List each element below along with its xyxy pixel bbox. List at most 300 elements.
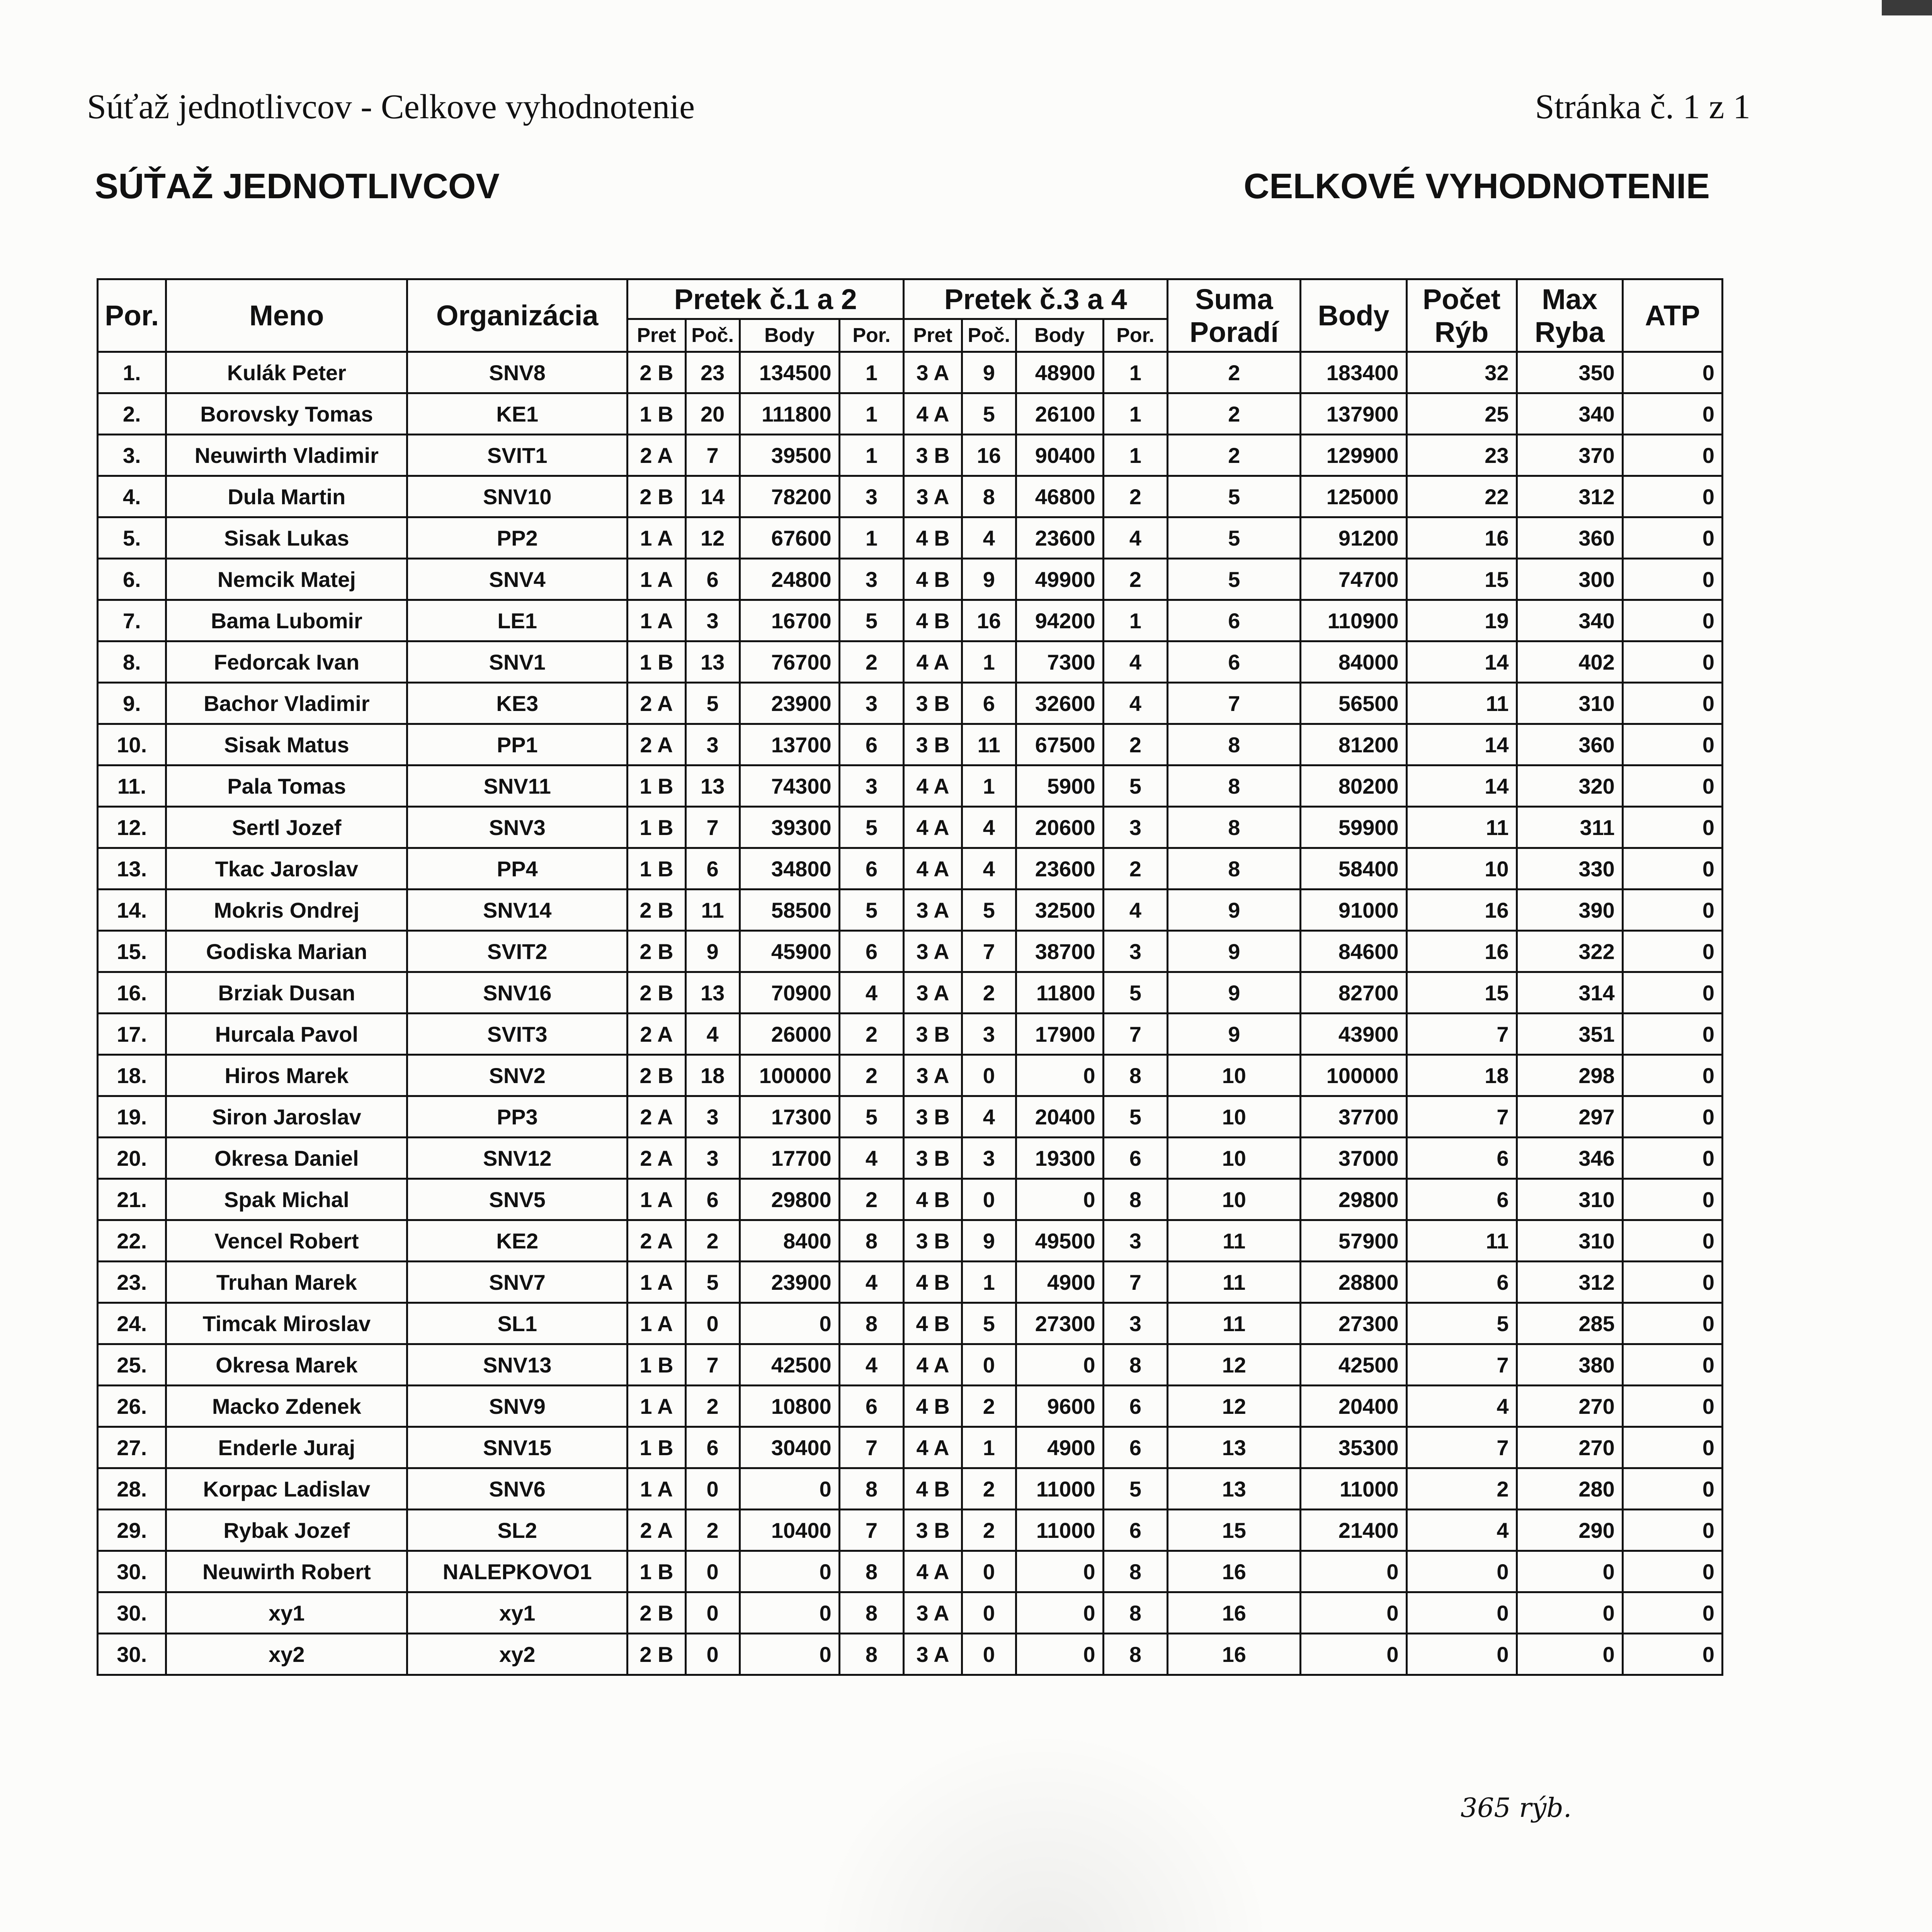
cell-por: 26. bbox=[98, 1386, 166, 1427]
cell-poc-2: 9 bbox=[962, 1220, 1016, 1262]
cell-atp: 0 bbox=[1622, 600, 1722, 641]
col-group-pretek-3-4: Pretek č.3 a 4 bbox=[904, 279, 1168, 319]
cell-organizacia: SNV14 bbox=[407, 889, 628, 931]
cell-pret-2: 3 A bbox=[904, 1055, 962, 1096]
cell-max-ryba: 312 bbox=[1517, 476, 1622, 517]
cell-body-2: 19300 bbox=[1016, 1138, 1103, 1179]
results-body bbox=[98, 352, 1723, 1675]
cell-poc-1: 18 bbox=[685, 1055, 740, 1096]
table-row bbox=[98, 476, 1723, 517]
cell-por: 12. bbox=[98, 807, 166, 848]
cell-suma-poradi: 8 bbox=[1168, 724, 1301, 765]
cell-body-2: 26100 bbox=[1016, 393, 1103, 435]
cell-por: 7. bbox=[98, 600, 166, 641]
cell-por-1: 8 bbox=[839, 1551, 904, 1592]
col-header-poc-2: Poč. bbox=[962, 319, 1016, 352]
cell-por-2: 2 bbox=[1103, 559, 1168, 600]
cell-organizacia: SNV16 bbox=[407, 972, 628, 1014]
cell-pret-2: 3 B bbox=[904, 435, 962, 476]
cell-pocet-ryb: 4 bbox=[1406, 1386, 1517, 1427]
cell-poc-2: 16 bbox=[962, 600, 1016, 641]
cell-poc-1: 2 bbox=[685, 1220, 740, 1262]
cell-por-1: 7 bbox=[839, 1427, 904, 1468]
cell-pret-2: 4 A bbox=[904, 765, 962, 807]
cell-pocet-ryb: 15 bbox=[1406, 972, 1517, 1014]
cell-max-ryba: 285 bbox=[1517, 1303, 1622, 1344]
table-row bbox=[98, 1303, 1723, 1344]
col-header-max-ryba: Max Ryba bbox=[1517, 279, 1622, 352]
cell-pret-2: 4 B bbox=[904, 1386, 962, 1427]
cell-pret-2: 3 A bbox=[904, 1634, 962, 1675]
cell-max-ryba: 311 bbox=[1517, 807, 1622, 848]
cell-por-1: 3 bbox=[839, 559, 904, 600]
cell-body-1: 70900 bbox=[740, 972, 839, 1014]
cell-atp: 0 bbox=[1622, 1055, 1722, 1096]
cell-body-1: 13700 bbox=[740, 724, 839, 765]
cell-body-2: 32500 bbox=[1016, 889, 1103, 931]
cell-meno: Nemcik Matej bbox=[166, 559, 407, 600]
cell-suma-poradi: 13 bbox=[1168, 1468, 1301, 1510]
cell-pret-1: 2 B bbox=[628, 1055, 686, 1096]
cell-meno: Okresa Marek bbox=[166, 1344, 407, 1386]
cell-max-ryba: 390 bbox=[1517, 889, 1622, 931]
cell-suma-poradi: 2 bbox=[1168, 435, 1301, 476]
cell-body-1: 0 bbox=[740, 1468, 839, 1510]
cell-pret-2: 3 A bbox=[904, 889, 962, 931]
cell-poc-1: 7 bbox=[685, 435, 740, 476]
table-row bbox=[98, 972, 1723, 1014]
cell-body-1: 17700 bbox=[740, 1138, 839, 1179]
cell-body-1: 100000 bbox=[740, 1055, 839, 1096]
cell-organizacia: KE1 bbox=[407, 393, 628, 435]
cell-organizacia: SNV3 bbox=[407, 807, 628, 848]
cell-body-1: 42500 bbox=[740, 1344, 839, 1386]
cell-pocet-ryb: 18 bbox=[1406, 1055, 1517, 1096]
cell-pocet-ryb: 14 bbox=[1406, 724, 1517, 765]
col-group-pretek-1-2: Pretek č.1 a 2 bbox=[628, 279, 904, 319]
cell-por-2: 1 bbox=[1103, 600, 1168, 641]
cell-poc-2: 16 bbox=[962, 435, 1016, 476]
cell-max-ryba: 351 bbox=[1517, 1014, 1622, 1055]
table-row bbox=[98, 807, 1723, 848]
cell-pocet-ryb: 6 bbox=[1406, 1262, 1517, 1303]
cell-pret-1: 2 B bbox=[628, 1634, 686, 1675]
cell-max-ryba: 310 bbox=[1517, 1179, 1622, 1220]
cell-pret-2: 4 A bbox=[904, 1427, 962, 1468]
cell-pret-2: 3 B bbox=[904, 1138, 962, 1179]
cell-por-1: 6 bbox=[839, 848, 904, 889]
cell-body-total: 91200 bbox=[1301, 517, 1406, 559]
cell-poc-1: 0 bbox=[685, 1468, 740, 1510]
cell-atp: 0 bbox=[1622, 807, 1722, 848]
table-row bbox=[98, 889, 1723, 931]
cell-por-1: 3 bbox=[839, 683, 904, 724]
cell-por: 30. bbox=[98, 1592, 166, 1634]
cell-organizacia: SNV8 bbox=[407, 352, 628, 393]
cell-body-total: 42500 bbox=[1301, 1344, 1406, 1386]
cell-pocet-ryb: 22 bbox=[1406, 476, 1517, 517]
cell-poc-2: 0 bbox=[962, 1179, 1016, 1220]
cell-poc-1: 6 bbox=[685, 1427, 740, 1468]
cell-max-ryba: 270 bbox=[1517, 1386, 1622, 1427]
cell-poc-1: 11 bbox=[685, 889, 740, 931]
cell-por-1: 2 bbox=[839, 641, 904, 683]
cell-body-2: 20400 bbox=[1016, 1096, 1103, 1138]
cell-por-1: 1 bbox=[839, 393, 904, 435]
cell-meno: Enderle Juraj bbox=[166, 1427, 407, 1468]
cell-suma-poradi: 16 bbox=[1168, 1634, 1301, 1675]
cell-por-2: 5 bbox=[1103, 1096, 1168, 1138]
cell-poc-2: 4 bbox=[962, 517, 1016, 559]
cell-meno: Pala Tomas bbox=[166, 765, 407, 807]
cell-body-total: 0 bbox=[1301, 1634, 1406, 1675]
cell-pret-1: 2 A bbox=[628, 1220, 686, 1262]
cell-suma-poradi: 9 bbox=[1168, 1014, 1301, 1055]
table-row bbox=[98, 1592, 1723, 1634]
cell-por-1: 1 bbox=[839, 435, 904, 476]
cell-meno: Mokris Ondrej bbox=[166, 889, 407, 931]
cell-organizacia: xy2 bbox=[407, 1634, 628, 1675]
cell-poc-2: 5 bbox=[962, 393, 1016, 435]
table-row bbox=[98, 1262, 1723, 1303]
cell-poc-1: 0 bbox=[685, 1592, 740, 1634]
cell-pret-1: 2 A bbox=[628, 1014, 686, 1055]
cell-pret-1: 1 A bbox=[628, 1468, 686, 1510]
cell-body-total: 0 bbox=[1301, 1551, 1406, 1592]
cell-poc-2: 5 bbox=[962, 1303, 1016, 1344]
col-header-body-1: Body bbox=[740, 319, 839, 352]
cell-body-total: 37700 bbox=[1301, 1096, 1406, 1138]
table-row bbox=[98, 1468, 1723, 1510]
cell-suma-poradi: 10 bbox=[1168, 1096, 1301, 1138]
cell-body-total: 110900 bbox=[1301, 600, 1406, 641]
cell-pret-2: 4 B bbox=[904, 517, 962, 559]
cell-meno: Sertl Jozef bbox=[166, 807, 407, 848]
cell-body-total: 129900 bbox=[1301, 435, 1406, 476]
cell-meno: Brziak Dusan bbox=[166, 972, 407, 1014]
cell-poc-2: 0 bbox=[962, 1055, 1016, 1096]
cell-pret-2: 3 A bbox=[904, 972, 962, 1014]
cell-pocet-ryb: 14 bbox=[1406, 765, 1517, 807]
cell-max-ryba: 346 bbox=[1517, 1138, 1622, 1179]
table-row bbox=[98, 1386, 1723, 1427]
cell-meno: Fedorcak Ivan bbox=[166, 641, 407, 683]
cell-por: 17. bbox=[98, 1014, 166, 1055]
cell-meno: Korpac Ladislav bbox=[166, 1468, 407, 1510]
cell-organizacia: xy1 bbox=[407, 1592, 628, 1634]
cell-poc-1: 2 bbox=[685, 1386, 740, 1427]
cell-poc-2: 0 bbox=[962, 1551, 1016, 1592]
cell-pret-1: 1 A bbox=[628, 1262, 686, 1303]
cell-body-total: 82700 bbox=[1301, 972, 1406, 1014]
cell-meno: Spak Michal bbox=[166, 1179, 407, 1220]
table-row bbox=[98, 1014, 1723, 1055]
cell-poc-2: 11 bbox=[962, 724, 1016, 765]
cell-atp: 0 bbox=[1622, 1344, 1722, 1386]
cell-pret-1: 1 B bbox=[628, 848, 686, 889]
cell-body-total: 21400 bbox=[1301, 1510, 1406, 1551]
cell-max-ryba: 360 bbox=[1517, 724, 1622, 765]
cell-body-1: 29800 bbox=[740, 1179, 839, 1220]
cell-atp: 0 bbox=[1622, 1510, 1722, 1551]
cell-pret-1: 2 A bbox=[628, 1510, 686, 1551]
cell-por-2: 2 bbox=[1103, 724, 1168, 765]
cell-pocet-ryb: 14 bbox=[1406, 641, 1517, 683]
cell-body-2: 11000 bbox=[1016, 1510, 1103, 1551]
cell-por: 4. bbox=[98, 476, 166, 517]
cell-organizacia: SVIT2 bbox=[407, 931, 628, 972]
cell-body-1: 74300 bbox=[740, 765, 839, 807]
cell-por-2: 5 bbox=[1103, 1468, 1168, 1510]
cell-pret-1: 1 A bbox=[628, 517, 686, 559]
table-row bbox=[98, 393, 1723, 435]
cell-pret-1: 2 B bbox=[628, 352, 686, 393]
cell-poc-2: 4 bbox=[962, 848, 1016, 889]
cell-por-1: 6 bbox=[839, 724, 904, 765]
cell-poc-2: 1 bbox=[962, 1427, 1016, 1468]
cell-pret-2: 3 A bbox=[904, 352, 962, 393]
cell-atp: 0 bbox=[1622, 848, 1722, 889]
cell-body-2: 23600 bbox=[1016, 517, 1103, 559]
cell-body-2: 0 bbox=[1016, 1551, 1103, 1592]
cell-atp: 0 bbox=[1622, 1592, 1722, 1634]
cell-poc-1: 4 bbox=[685, 1014, 740, 1055]
cell-body-2: 4900 bbox=[1016, 1262, 1103, 1303]
cell-pret-1: 1 B bbox=[628, 1427, 686, 1468]
cell-por-2: 7 bbox=[1103, 1262, 1168, 1303]
cell-por: 29. bbox=[98, 1510, 166, 1551]
table-row bbox=[98, 1096, 1723, 1138]
cell-atp: 0 bbox=[1622, 1014, 1722, 1055]
cell-pocet-ryb: 23 bbox=[1406, 435, 1517, 476]
cell-poc-2: 2 bbox=[962, 1510, 1016, 1551]
cell-por-2: 3 bbox=[1103, 931, 1168, 972]
cell-pret-1: 1 A bbox=[628, 1303, 686, 1344]
cell-organizacia: SNV5 bbox=[407, 1179, 628, 1220]
cell-por-1: 3 bbox=[839, 765, 904, 807]
cell-por-2: 5 bbox=[1103, 972, 1168, 1014]
page-number: Stránka č. 1 z 1 bbox=[1535, 88, 1750, 126]
cell-body-total: 29800 bbox=[1301, 1179, 1406, 1220]
cell-organizacia: PP4 bbox=[407, 848, 628, 889]
cell-body-2: 32600 bbox=[1016, 683, 1103, 724]
table-row bbox=[98, 435, 1723, 476]
cell-pret-2: 4 B bbox=[904, 600, 962, 641]
cell-organizacia: SL2 bbox=[407, 1510, 628, 1551]
cell-poc-1: 23 bbox=[685, 352, 740, 393]
cell-body-1: 39500 bbox=[740, 435, 839, 476]
cell-pocet-ryb: 7 bbox=[1406, 1344, 1517, 1386]
cell-organizacia: PP2 bbox=[407, 517, 628, 559]
cell-pocet-ryb: 16 bbox=[1406, 517, 1517, 559]
cell-por-2: 2 bbox=[1103, 476, 1168, 517]
results-table bbox=[97, 278, 1723, 1676]
cell-meno: Truhan Marek bbox=[166, 1262, 407, 1303]
cell-poc-2: 7 bbox=[962, 931, 1016, 972]
cell-por-1: 8 bbox=[839, 1220, 904, 1262]
cell-poc-2: 0 bbox=[962, 1592, 1016, 1634]
cell-por-1: 1 bbox=[839, 517, 904, 559]
cell-poc-2: 2 bbox=[962, 1386, 1016, 1427]
cell-atp: 0 bbox=[1622, 1303, 1722, 1344]
cell-body-2: 90400 bbox=[1016, 435, 1103, 476]
cell-pocet-ryb: 16 bbox=[1406, 889, 1517, 931]
cell-poc-2: 4 bbox=[962, 807, 1016, 848]
cell-meno: Bachor Vladimir bbox=[166, 683, 407, 724]
cell-poc-1: 3 bbox=[685, 724, 740, 765]
cell-poc-1: 6 bbox=[685, 848, 740, 889]
cell-poc-2: 1 bbox=[962, 641, 1016, 683]
cell-pret-1: 2 B bbox=[628, 931, 686, 972]
table-row bbox=[98, 931, 1723, 972]
cell-meno: Vencel Robert bbox=[166, 1220, 407, 1262]
table-row bbox=[98, 1427, 1723, 1468]
cell-organizacia: LE1 bbox=[407, 600, 628, 641]
cell-pret-1: 2 A bbox=[628, 435, 686, 476]
cell-body-1: 58500 bbox=[740, 889, 839, 931]
cell-body-total: 35300 bbox=[1301, 1427, 1406, 1468]
cell-por-1: 2 bbox=[839, 1055, 904, 1096]
col-header-meno: Meno bbox=[166, 279, 407, 352]
cell-por-1: 2 bbox=[839, 1014, 904, 1055]
cell-organizacia: SNV9 bbox=[407, 1386, 628, 1427]
cell-por: 25. bbox=[98, 1344, 166, 1386]
cell-meno: Borovsky Tomas bbox=[166, 393, 407, 435]
cell-suma-poradi: 11 bbox=[1168, 1220, 1301, 1262]
cell-poc-1: 0 bbox=[685, 1303, 740, 1344]
col-header-por-1: Por. bbox=[839, 319, 904, 352]
cell-poc-2: 2 bbox=[962, 1468, 1016, 1510]
cell-poc-1: 0 bbox=[685, 1634, 740, 1675]
cell-max-ryba: 340 bbox=[1517, 600, 1622, 641]
cell-body-1: 10400 bbox=[740, 1510, 839, 1551]
cell-suma-poradi: 6 bbox=[1168, 641, 1301, 683]
col-header-pret-1: Pret bbox=[628, 319, 686, 352]
cell-body-2: 23600 bbox=[1016, 848, 1103, 889]
cell-body-2: 38700 bbox=[1016, 931, 1103, 972]
cell-pret-1: 1 B bbox=[628, 641, 686, 683]
cell-pocet-ryb: 4 bbox=[1406, 1510, 1517, 1551]
cell-organizacia: SNV2 bbox=[407, 1055, 628, 1096]
cell-por: 3. bbox=[98, 435, 166, 476]
document-caption: Súťaž jednotlivcov - Celkove vyhodnotenie bbox=[87, 88, 695, 126]
cell-max-ryba: 314 bbox=[1517, 972, 1622, 1014]
cell-por-2: 1 bbox=[1103, 393, 1168, 435]
col-header-body-2: Body bbox=[1016, 319, 1103, 352]
cell-pocet-ryb: 0 bbox=[1406, 1634, 1517, 1675]
cell-pret-1: 2 B bbox=[628, 972, 686, 1014]
cell-poc-1: 7 bbox=[685, 1344, 740, 1386]
cell-por-2: 4 bbox=[1103, 889, 1168, 931]
cell-organizacia: KE2 bbox=[407, 1220, 628, 1262]
cell-pocet-ryb: 7 bbox=[1406, 1096, 1517, 1138]
cell-pret-2: 3 A bbox=[904, 1592, 962, 1634]
cell-atp: 0 bbox=[1622, 1220, 1722, 1262]
cell-body-1: 23900 bbox=[740, 1262, 839, 1303]
cell-pret-1: 1 A bbox=[628, 600, 686, 641]
cell-por: 28. bbox=[98, 1468, 166, 1510]
cell-max-ryba: 370 bbox=[1517, 435, 1622, 476]
cell-atp: 0 bbox=[1622, 765, 1722, 807]
cell-pocet-ryb: 0 bbox=[1406, 1551, 1517, 1592]
cell-body-total: 84600 bbox=[1301, 931, 1406, 972]
cell-suma-poradi: 11 bbox=[1168, 1303, 1301, 1344]
cell-meno: Tkac Jaroslav bbox=[166, 848, 407, 889]
cell-suma-poradi: 9 bbox=[1168, 889, 1301, 931]
cell-meno: Neuwirth Vladimir bbox=[166, 435, 407, 476]
cell-poc-1: 5 bbox=[685, 683, 740, 724]
cell-suma-poradi: 16 bbox=[1168, 1551, 1301, 1592]
cell-por-2: 4 bbox=[1103, 641, 1168, 683]
col-header-pret-2: Pret bbox=[904, 319, 962, 352]
cell-body-total: 125000 bbox=[1301, 476, 1406, 517]
cell-meno: xy1 bbox=[166, 1592, 407, 1634]
cell-pocet-ryb: 25 bbox=[1406, 393, 1517, 435]
cell-pocet-ryb: 7 bbox=[1406, 1427, 1517, 1468]
cell-por-2: 6 bbox=[1103, 1386, 1168, 1427]
cell-por-2: 1 bbox=[1103, 352, 1168, 393]
col-header-body: Body bbox=[1301, 279, 1406, 352]
cell-body-total: 80200 bbox=[1301, 765, 1406, 807]
cell-por-2: 3 bbox=[1103, 807, 1168, 848]
cell-pret-1: 1 B bbox=[628, 393, 686, 435]
table-row bbox=[98, 1344, 1723, 1386]
cell-por: 18. bbox=[98, 1055, 166, 1096]
cell-suma-poradi: 12 bbox=[1168, 1344, 1301, 1386]
cell-suma-poradi: 10 bbox=[1168, 1138, 1301, 1179]
cell-pocet-ryb: 11 bbox=[1406, 807, 1517, 848]
cell-pret-2: 3 A bbox=[904, 931, 962, 972]
cell-suma-poradi: 12 bbox=[1168, 1386, 1301, 1427]
cell-body-1: 16700 bbox=[740, 600, 839, 641]
cell-suma-poradi: 5 bbox=[1168, 517, 1301, 559]
cell-por: 8. bbox=[98, 641, 166, 683]
cell-meno: Godiska Marian bbox=[166, 931, 407, 972]
cell-body-1: 45900 bbox=[740, 931, 839, 972]
cell-meno: Okresa Daniel bbox=[166, 1138, 407, 1179]
cell-meno: Hurcala Pavol bbox=[166, 1014, 407, 1055]
cell-pret-2: 4 A bbox=[904, 1344, 962, 1386]
table-row bbox=[98, 848, 1723, 889]
cell-pret-2: 4 A bbox=[904, 393, 962, 435]
cell-body-1: 67600 bbox=[740, 517, 839, 559]
cell-pret-2: 4 B bbox=[904, 1303, 962, 1344]
cell-por-1: 5 bbox=[839, 889, 904, 931]
cell-suma-poradi: 8 bbox=[1168, 848, 1301, 889]
cell-suma-poradi: 10 bbox=[1168, 1055, 1301, 1096]
table-row bbox=[98, 1179, 1723, 1220]
table-row bbox=[98, 724, 1723, 765]
cell-max-ryba: 402 bbox=[1517, 641, 1622, 683]
cell-body-2: 17900 bbox=[1016, 1014, 1103, 1055]
cell-pocet-ryb: 16 bbox=[1406, 931, 1517, 972]
cell-organizacia: SNV6 bbox=[407, 1468, 628, 1510]
cell-body-2: 11800 bbox=[1016, 972, 1103, 1014]
cell-body-1: 34800 bbox=[740, 848, 839, 889]
cell-poc-1: 13 bbox=[685, 765, 740, 807]
cell-body-2: 0 bbox=[1016, 1179, 1103, 1220]
cell-meno: Neuwirth Robert bbox=[166, 1551, 407, 1592]
cell-organizacia: SNV15 bbox=[407, 1427, 628, 1468]
table-row bbox=[98, 765, 1723, 807]
cell-body-total: 0 bbox=[1301, 1592, 1406, 1634]
cell-body-total: 137900 bbox=[1301, 393, 1406, 435]
cell-body-1: 8400 bbox=[740, 1220, 839, 1262]
col-header-por-2: Por. bbox=[1103, 319, 1168, 352]
cell-atp: 0 bbox=[1622, 1386, 1722, 1427]
cell-pocet-ryb: 15 bbox=[1406, 559, 1517, 600]
col-header-pocet-ryb: Počet Rýb bbox=[1406, 279, 1517, 352]
